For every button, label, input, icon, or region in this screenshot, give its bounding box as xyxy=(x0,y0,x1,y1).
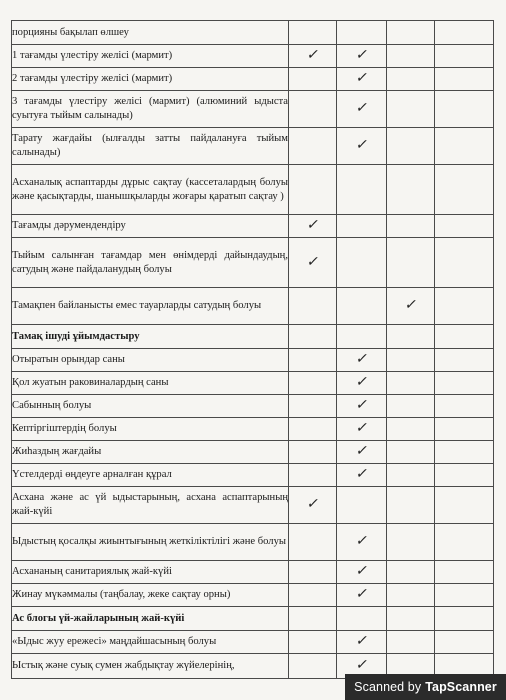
mark-cell-col-2 xyxy=(337,584,387,607)
check-mark-icon: ✓ xyxy=(354,420,370,437)
section-title: Ас блогы үй-жайларының жай-күйі xyxy=(12,607,289,631)
checklist-row xyxy=(12,349,494,372)
checklist-body xyxy=(12,21,494,679)
mark-cell-col-4 xyxy=(435,91,494,128)
check-mark-icon: ✓ xyxy=(305,47,321,64)
mark-cell-col-2 xyxy=(337,418,387,441)
inspection-checklist-table xyxy=(11,20,494,679)
checklist-row xyxy=(12,487,494,524)
checklist-row xyxy=(12,45,494,68)
checklist-row xyxy=(12,584,494,607)
mark-cell-col-4 xyxy=(435,441,494,464)
mark-cell-col-4 xyxy=(435,372,494,395)
mark-cell-col-4 xyxy=(435,464,494,487)
mark-cell-col-2 xyxy=(337,464,387,487)
checklist-row xyxy=(12,215,494,238)
mark-cell-col-1 xyxy=(289,372,337,395)
checklist-item-label: Тарату жағдайы (ылғалды затты пайдалануға тыйым салынады) xyxy=(12,128,289,165)
mark-cell-col-1 xyxy=(289,165,337,215)
checklist-row xyxy=(12,418,494,441)
check-mark-icon: ✓ xyxy=(403,297,419,314)
mark-cell-col-3 xyxy=(387,45,435,68)
mark-cell-col-4 xyxy=(435,524,494,561)
section-title: Тамақ ішуді ұйымдастыру xyxy=(12,325,289,349)
checklist-item-label: Тамақпен байланысты емес тауарларды сатудың болуы xyxy=(12,288,289,325)
mark-cell-col-1 xyxy=(289,524,337,561)
mark-cell-col-3 xyxy=(387,238,435,288)
mark-cell-col-1 xyxy=(289,128,337,165)
checklist-row xyxy=(12,165,494,215)
mark-cell-col-3 xyxy=(387,524,435,561)
checklist-item-label: «Ыдыс жуу ережесі» маңдайшасының болуы xyxy=(12,631,289,654)
mark-cell-col-4 xyxy=(435,238,494,288)
mark-cell-col-2 xyxy=(337,441,387,464)
check-mark-icon: ✓ xyxy=(354,70,370,87)
mark-cell-col-4 xyxy=(435,631,494,654)
check-mark-icon: ✓ xyxy=(354,443,370,460)
check-mark-icon: ✓ xyxy=(354,533,370,550)
mark-cell-col-1 xyxy=(289,487,337,524)
mark-cell-col-4 xyxy=(435,395,494,418)
checklist-item-label: Жинау мүкәммалы (таңбалау, жеке сақтау орны) xyxy=(12,584,289,607)
checklist-row xyxy=(12,21,494,45)
checklist-item-label: Сабынның болуы xyxy=(12,395,289,418)
mark-cell-col-4 xyxy=(435,607,494,631)
mark-cell-col-3 xyxy=(387,487,435,524)
check-mark-icon: ✓ xyxy=(305,253,321,270)
mark-cell-col-3 xyxy=(387,128,435,165)
mark-cell-col-2 xyxy=(337,238,387,288)
mark-cell-col-3 xyxy=(387,418,435,441)
mark-cell-col-4 xyxy=(435,561,494,584)
mark-cell-col-1 xyxy=(289,654,337,679)
mark-cell-col-1 xyxy=(289,561,337,584)
mark-cell-col-4 xyxy=(435,288,494,325)
mark-cell-col-1 xyxy=(289,395,337,418)
check-mark-icon: ✓ xyxy=(354,586,370,603)
checklist-row xyxy=(12,91,494,128)
mark-cell-col-3 xyxy=(387,68,435,91)
checklist-item-label: порцияны бақылап өлшеу xyxy=(12,21,289,45)
check-mark-icon: ✓ xyxy=(354,47,370,64)
checklist-item-label: 1 тағамды үлестіру желісі (мармит) xyxy=(12,45,289,68)
mark-cell-col-1 xyxy=(289,21,337,45)
checklist-item-label: Жиһаздың жағдайы xyxy=(12,441,289,464)
mark-cell-col-3 xyxy=(387,372,435,395)
mark-cell-col-1 xyxy=(289,238,337,288)
checklist-item-label: Ыстық және суық сумен жабдықтау жүйелерінің, xyxy=(12,654,289,679)
checklist-item-label: Үстелдерді өңдеуге арналған құрал xyxy=(12,464,289,487)
mark-cell-col-3 xyxy=(387,631,435,654)
mark-cell-col-4 xyxy=(435,215,494,238)
mark-cell-col-2 xyxy=(337,607,387,631)
mark-cell-col-2 xyxy=(337,372,387,395)
mark-cell-col-3 xyxy=(387,395,435,418)
mark-cell-col-4 xyxy=(435,165,494,215)
checklist-item-label: 3 тағамды үлестіру желісі (мармит) (алюминий ыдыста суытуға тыйым салынады) xyxy=(12,91,289,128)
mark-cell-col-1 xyxy=(289,68,337,91)
mark-cell-col-3 xyxy=(387,165,435,215)
mark-cell-col-4 xyxy=(435,68,494,91)
mark-cell-col-1 xyxy=(289,288,337,325)
section-header-row xyxy=(12,607,494,631)
mark-cell-col-4 xyxy=(435,128,494,165)
mark-cell-col-4 xyxy=(435,21,494,45)
mark-cell-col-2 xyxy=(337,45,387,68)
mark-cell-col-4 xyxy=(435,418,494,441)
scanner-watermark xyxy=(345,674,506,700)
checklist-row xyxy=(12,441,494,464)
checklist-item-label: Асхана және ас үй ыдыстарының, асхана аспаптарының жай-күйі xyxy=(12,487,289,524)
mark-cell-col-3 xyxy=(387,21,435,45)
mark-cell-col-2 xyxy=(337,288,387,325)
watermark-brand: TapScanner xyxy=(425,680,497,694)
mark-cell-col-4 xyxy=(435,325,494,349)
mark-cell-col-1 xyxy=(289,584,337,607)
check-mark-icon: ✓ xyxy=(354,351,370,368)
mark-cell-col-1 xyxy=(289,325,337,349)
mark-cell-col-3 xyxy=(387,584,435,607)
mark-cell-col-2 xyxy=(337,91,387,128)
checklist-row xyxy=(12,372,494,395)
mark-cell-col-2 xyxy=(337,524,387,561)
mark-cell-col-1 xyxy=(289,607,337,631)
check-mark-icon: ✓ xyxy=(354,633,370,650)
checklist-item-label: Қол жуатын раковиналардың саны xyxy=(12,372,289,395)
mark-cell-col-1 xyxy=(289,45,337,68)
mark-cell-col-2 xyxy=(337,68,387,91)
mark-cell-col-2 xyxy=(337,631,387,654)
mark-cell-col-3 xyxy=(387,607,435,631)
checklist-item-label: Ыдыстың қосалқы жиынтығының жеткіліктілігі және болуы xyxy=(12,524,289,561)
mark-cell-col-2 xyxy=(337,21,387,45)
mark-cell-col-3 xyxy=(387,561,435,584)
mark-cell-col-1 xyxy=(289,349,337,372)
mark-cell-col-2 xyxy=(337,128,387,165)
checklist-row xyxy=(12,128,494,165)
checklist-row xyxy=(12,68,494,91)
section-header-row xyxy=(12,325,494,349)
checklist-item-label: Кептіргіштердің болуы xyxy=(12,418,289,441)
checklist-row xyxy=(12,561,494,584)
mark-cell-col-3 xyxy=(387,288,435,325)
mark-cell-col-4 xyxy=(435,487,494,524)
checklist-row xyxy=(12,395,494,418)
mark-cell-col-4 xyxy=(435,45,494,68)
check-mark-icon: ✓ xyxy=(354,137,370,154)
watermark-prefix: Scanned by xyxy=(354,680,422,694)
mark-cell-col-2 xyxy=(337,215,387,238)
checklist-row xyxy=(12,464,494,487)
mark-cell-col-3 xyxy=(387,215,435,238)
check-mark-icon: ✓ xyxy=(354,466,370,483)
mark-cell-col-2 xyxy=(337,395,387,418)
mark-cell-col-3 xyxy=(387,464,435,487)
mark-cell-col-1 xyxy=(289,631,337,654)
mark-cell-col-2 xyxy=(337,487,387,524)
mark-cell-col-2 xyxy=(337,325,387,349)
check-mark-icon: ✓ xyxy=(354,563,370,580)
check-mark-icon: ✓ xyxy=(305,217,321,234)
check-mark-icon: ✓ xyxy=(354,657,370,674)
mark-cell-col-2 xyxy=(337,349,387,372)
check-mark-icon: ✓ xyxy=(305,496,321,513)
mark-cell-col-3 xyxy=(387,91,435,128)
checklist-row xyxy=(12,238,494,288)
mark-cell-col-1 xyxy=(289,441,337,464)
mark-cell-col-1 xyxy=(289,215,337,238)
checklist-item-label: Асханалық аспаптарды дұрыс сақтау (кассеталардың болуы және қасықтарды, шанышқыларды жоғары қаратып сақтау ) xyxy=(12,165,289,215)
checklist-row xyxy=(12,288,494,325)
mark-cell-col-1 xyxy=(289,464,337,487)
mark-cell-col-4 xyxy=(435,584,494,607)
checklist-item-label: Тағамды дәрумендендіру xyxy=(12,215,289,238)
mark-cell-col-2 xyxy=(337,165,387,215)
mark-cell-col-1 xyxy=(289,418,337,441)
check-mark-icon: ✓ xyxy=(354,397,370,414)
checklist-item-label: Отыратын орындар саны xyxy=(12,349,289,372)
mark-cell-col-3 xyxy=(387,349,435,372)
checklist-item-label: Тыйым салынған тағамдар мен өнімдерді дайындаудың, сатудың және пайдаланудың болуы xyxy=(12,238,289,288)
check-mark-icon: ✓ xyxy=(354,374,370,391)
checklist-row xyxy=(12,631,494,654)
mark-cell-col-1 xyxy=(289,91,337,128)
mark-cell-col-3 xyxy=(387,441,435,464)
mark-cell-col-3 xyxy=(387,325,435,349)
check-mark-icon: ✓ xyxy=(354,100,370,117)
mark-cell-col-2 xyxy=(337,561,387,584)
mark-cell-col-4 xyxy=(435,349,494,372)
checklist-item-label: 2 тағамды үлестіру желісі (мармит) xyxy=(12,68,289,91)
checklist-item-label: Асхананың санитариялық жай-күйі xyxy=(12,561,289,584)
checklist-row xyxy=(12,524,494,561)
